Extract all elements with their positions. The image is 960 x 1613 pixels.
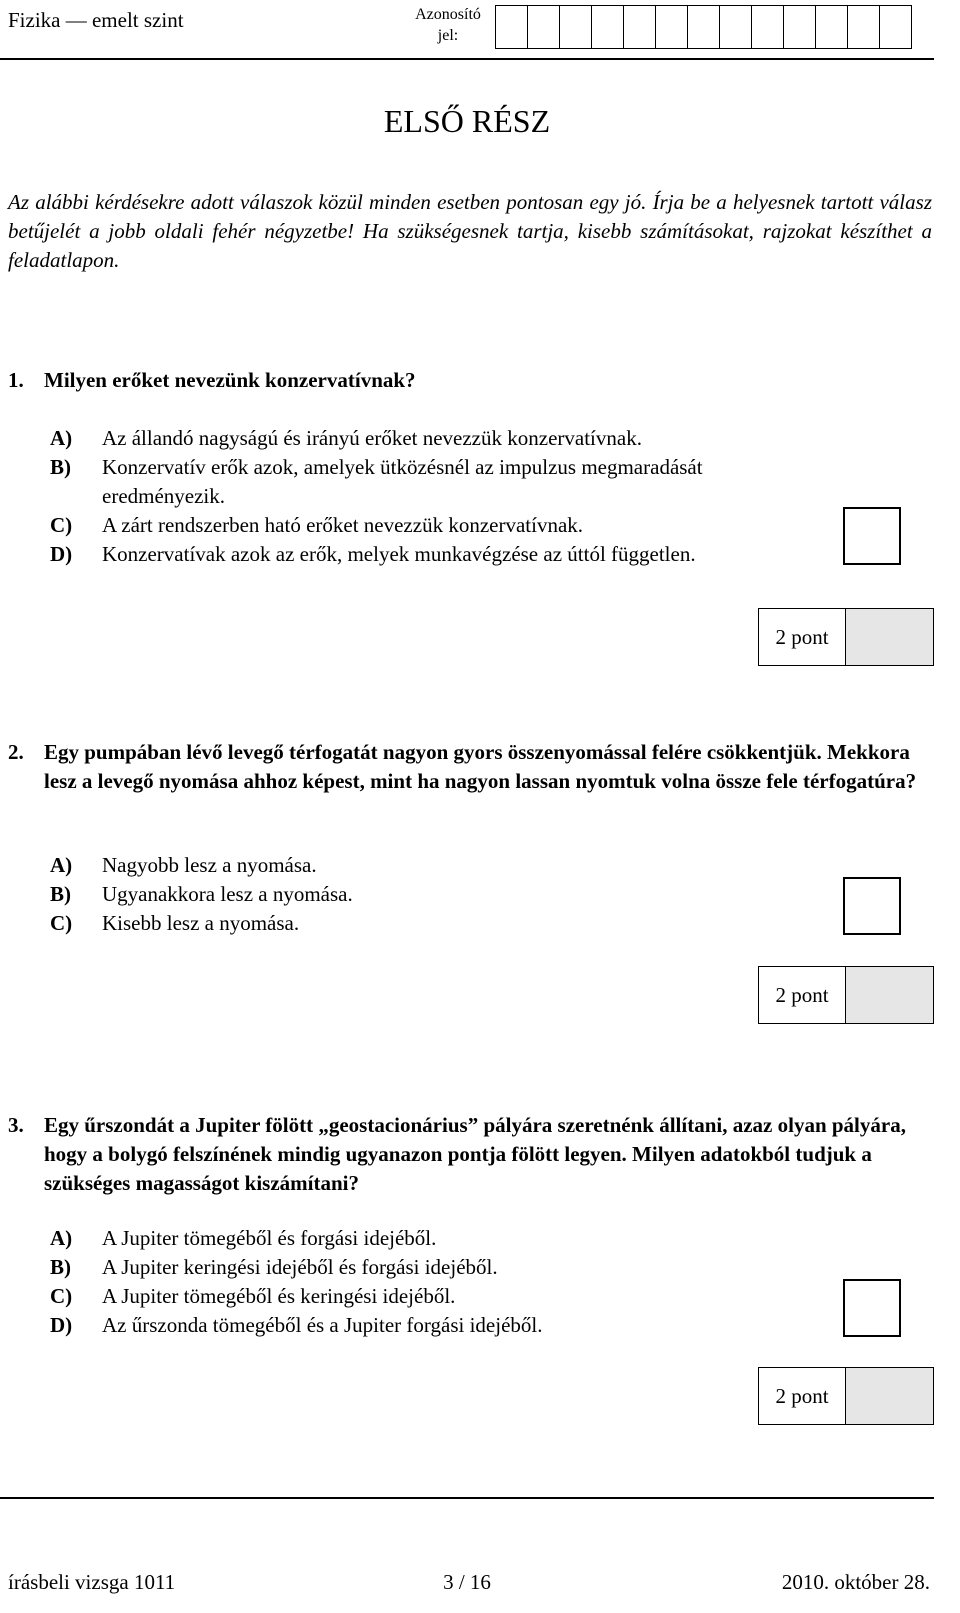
option-d: [50, 1311, 830, 1340]
page-title: ELSŐ RÉSZ: [383, 103, 551, 139]
footer-divider: [0, 1497, 934, 1499]
score-box-3: [758, 1367, 934, 1425]
option-a: [50, 424, 830, 453]
id-box[interactable]: [879, 5, 912, 49]
option-text: Konzervatívak azok az erők, melyek munkavégzése az úttól független.: [102, 542, 696, 566]
option-b: [50, 1253, 830, 1282]
id-label: [410, 4, 486, 46]
id-box[interactable]: [495, 5, 528, 49]
option-d: [50, 540, 830, 569]
option-label: A): [50, 1226, 73, 1250]
id-box[interactable]: [751, 5, 784, 49]
id-label-line2: jel:: [437, 27, 459, 44]
option-text: Konzervatív erők azok, amelyek ütközésnél az impulzus megmaradását eredményezik.: [102, 455, 703, 508]
option-text: Az űrszonda tömegéből és a Jupiter forgási idejéből.: [102, 1313, 543, 1337]
instructions: Az alábbi kérdésekre adott válaszok közül minden esetben pontosan egy jó. Írja be a helyesnek tartott válasz betűjelét a jobb oldali fehér négyzetbe! Ha szükségesnek tartja, kisebb számításokat, rajzokat készíthet a feladatlapon.: [8, 190, 932, 272]
question-1: [8, 366, 918, 395]
id-box[interactable]: [559, 5, 592, 49]
option-label: A): [50, 426, 73, 450]
points-awarded-field: [846, 966, 934, 1024]
option-text: A Jupiter tömegéből és keringési idejéből.: [102, 1284, 456, 1308]
question-text: Egy pumpában lévő levegő térfogatát nagyon gyors összenyomással felére csökkentjük. Mekkora lesz a levegő nyomása ahhoz képest, mint ha nagyon lassan nyomtuk volna össze fele térfogatúra?: [44, 740, 917, 793]
points-awarded-field: [846, 608, 934, 666]
id-input-boxes[interactable]: [495, 5, 911, 49]
question-number: 1.: [8, 368, 24, 392]
question-number: 3.: [8, 1113, 24, 1137]
question-2: [8, 738, 918, 796]
question-number: 2.: [8, 740, 24, 764]
option-label: C): [50, 1284, 73, 1308]
footer-page-number: 3 / 16: [443, 1570, 491, 1594]
option-label: D): [50, 1313, 73, 1337]
points-awarded-field: [846, 1367, 934, 1425]
header-divider: [0, 58, 934, 60]
option-c: [50, 909, 830, 938]
answer-box-3[interactable]: [843, 1279, 901, 1337]
option-label: B): [50, 1255, 71, 1279]
question-text: Milyen erőket nevezünk konzervatívnak?: [44, 368, 416, 392]
question-text: Egy űrszondát a Jupiter fölött „geostacionárius” pályára szeretnénk állítani, azaz olyan pályára, hogy a bolygó felszínének mindig ugyanazon pontja fölött legyen. Milyen adatokból tudjuk a szükséges magasságot kiszámítani?: [44, 1113, 906, 1195]
score-box-2: [758, 966, 934, 1024]
answer-box-2[interactable]: [843, 877, 901, 935]
id-box[interactable]: [687, 5, 720, 49]
id-box[interactable]: [591, 5, 624, 49]
score-box-1: [758, 608, 934, 666]
id-box[interactable]: [847, 5, 880, 49]
id-box[interactable]: [655, 5, 688, 49]
option-b: [50, 453, 810, 511]
option-text: A zárt rendszerben ható erőket nevezzük konzervatívnak.: [102, 513, 584, 537]
id-box[interactable]: [783, 5, 816, 49]
answer-box-1[interactable]: [843, 507, 901, 565]
option-a: [50, 1224, 830, 1253]
option-label: B): [50, 882, 71, 906]
option-label: C): [50, 513, 73, 537]
id-box[interactable]: [623, 5, 656, 49]
option-a: [50, 851, 830, 880]
option-label: B): [50, 455, 71, 479]
option-label: D): [50, 542, 73, 566]
id-box[interactable]: [815, 5, 848, 49]
question-3: [8, 1111, 918, 1198]
option-text: A Jupiter tömegéből és forgási idejéből.: [102, 1226, 437, 1250]
footer-date: 2010. október 28.: [781, 1570, 930, 1594]
id-box[interactable]: [719, 5, 752, 49]
option-text: Az állandó nagyságú és irányú erőket nevezzük konzervatívnak.: [102, 426, 642, 450]
option-text: Kisebb lesz a nyomása.: [102, 911, 300, 935]
option-label: C): [50, 911, 73, 935]
option-text: Ugyanakkora lesz a nyomása.: [102, 882, 353, 906]
points-label: 2 pont: [758, 1367, 846, 1425]
id-box[interactable]: [527, 5, 560, 49]
id-label-line1: Azonosító: [415, 6, 481, 23]
option-c: [50, 511, 830, 540]
option-label: A): [50, 853, 73, 877]
option-b: [50, 880, 830, 909]
option-text: A Jupiter keringési idejéből és forgási idejéből.: [102, 1255, 498, 1279]
option-c: [50, 1282, 830, 1311]
points-label: 2 pont: [758, 608, 846, 666]
subject-label: Fizika — emelt szint: [8, 8, 184, 32]
footer-exam-code: írásbeli vizsga 1011: [8, 1570, 176, 1594]
option-text: Nagyobb lesz a nyomása.: [102, 853, 317, 877]
points-label: 2 pont: [758, 966, 846, 1024]
